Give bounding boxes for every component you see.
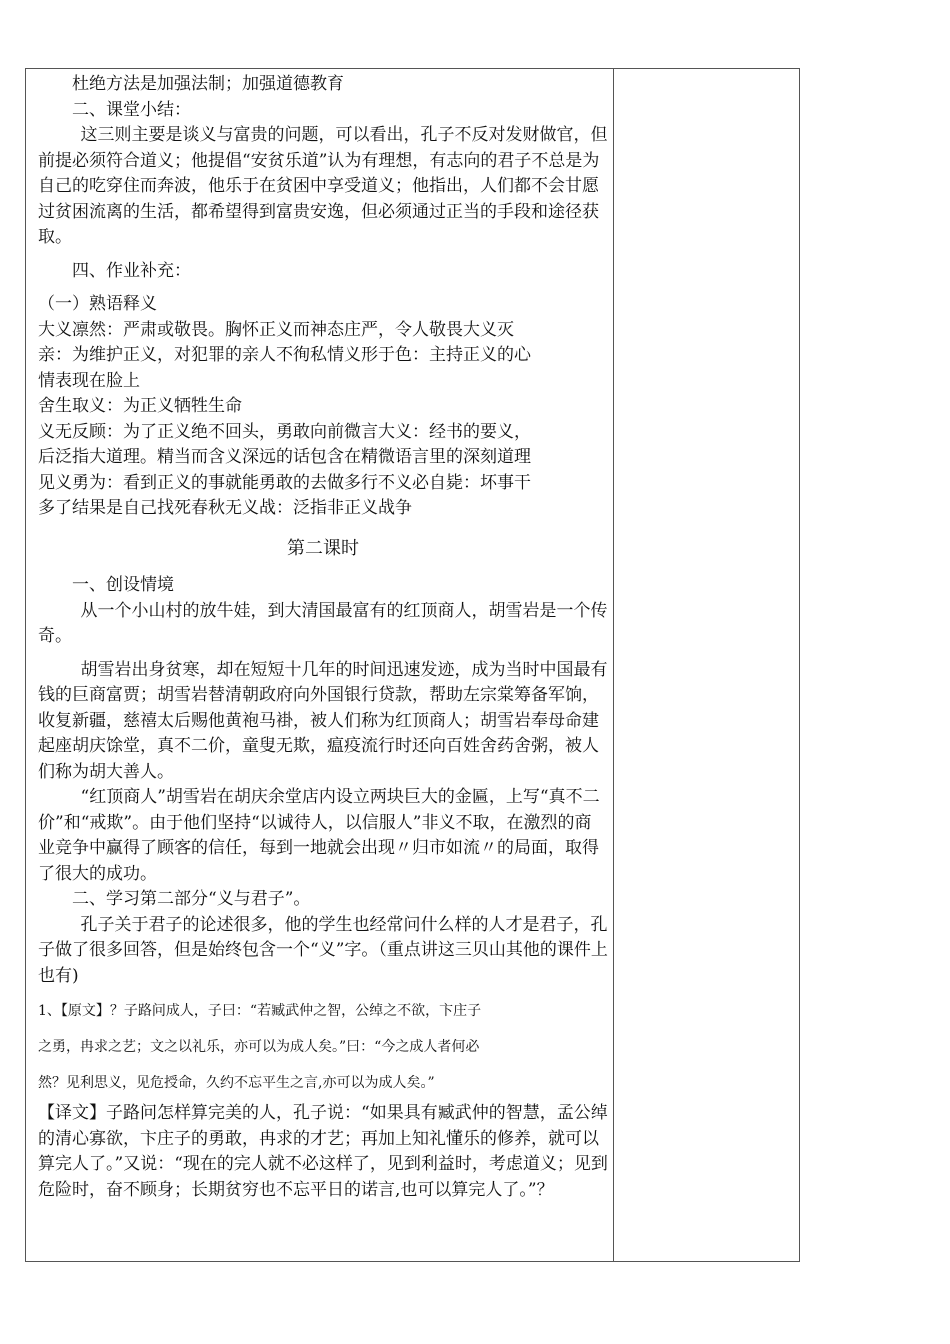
- scene-heading: 一、创设情境: [72, 575, 174, 595]
- idiom-line: 义无反顾：为了正义绝不回头，勇敢向前微言大义：经书的要义，: [38, 421, 531, 442]
- lesson2-title: 第二课时: [287, 537, 359, 559]
- column-divider: [613, 68, 614, 1262]
- summary-heading: 二、课堂小结：: [72, 99, 191, 120]
- scene-paragraph-1: 从一个小山村的放牛娃，到大清国最富有的红顶商人，胡雪岩是一个传奇。: [38, 600, 608, 646]
- original-line: 之勇，冉求之艺；文之以礼乐，亦可以为成人矣。”曰：“今之成人者何必: [38, 1039, 480, 1055]
- idioms-heading: （一）熟语释义: [38, 294, 157, 314]
- original-line: 1、【原文】？子路问成人，子曰：“若臧武仲之智，公绰之不欲，卞庄子: [38, 1003, 482, 1019]
- study-heading: 二、学习第二部分“义与君子”。: [72, 889, 311, 909]
- prevention-method-line: 杜绝方法是加强法制；加强道德教育: [72, 74, 344, 94]
- translation-paragraph: 【译文】子路问怎样算完美的人，孔子说：“如果具有臧武仲的智慧，孟公绰的清心寡欲，卞庄子的勇敢，冉求的才艺；再加上知礼懂乐的修养，就可以算完人了。”又说：“现在的完人就不必这样了，见到利益时，考虑道义；见到危险时，奋不顾身；长期贫穷也不忘平日的诺言,也可以算完人了。”？: [38, 1103, 608, 1200]
- idiom-line: 见义勇为：看到正义的事就能勇敢的去做多行不义必自毙：坏事干: [38, 472, 531, 493]
- main-content: [38, 72, 608, 1203]
- idiom-line: 亲：为维护正义，对犯罪的亲人不徇私情义形于色：主持正义的心: [38, 345, 531, 365]
- idiom-line: 舍生取义：为正义牺牲生命: [38, 396, 242, 416]
- original-line: 然？见利思义，见危授命，久约不忘平生之言,亦可以为成人矣。”: [38, 1075, 435, 1091]
- original-text: [38, 993, 608, 1101]
- idioms-list: [38, 318, 608, 522]
- idiom-line: 后泛指大道理。精当而含义深远的话包含在精微语言里的深刻道理: [38, 447, 531, 467]
- idiom-line: 情表现在脸上: [38, 370, 140, 391]
- idiom-line: 大义凛然：严肃或敬畏。胸怀正义而神态庄严，令人敬畏大义灭: [38, 319, 514, 340]
- study-paragraph: 孔子关于君子的论述很多，他的学生也经常问什么样的人才是君子，孔子做了很多回答，但是始终包含一个“义”字。（重点讲这三贝山其他的课件上也有): [38, 914, 608, 986]
- scene-paragraph-2: 胡雪岩出身贫寒，却在短短十几年的时间迅速发迹，成为当时中国最有钱的巨商富贾；胡雪岩替清朝政府向外国银行贷款，帮助左宗棠筹备军饷，收复新疆，慈禧太后赐他黄袍马褂，被人们称为红顶商人；胡雪岩奉母命建起座胡庆馀堂，真不二价，童叟无欺，瘟疫流行时还向百姓舍药舍粥，被人们称为胡大善人。: [38, 659, 608, 782]
- scene-paragraph-3: “红顶商人”胡雪岩在胡庆余堂店内设立两块巨大的金匾，上写“真不二价”和“戒欺”。由于他们坚持“以诚待人，以信服人”非义不取，在激烈的商业竞争中赢得了顾客的信任，每到一地就会出现〃归市如流〃的局面，取得了很大的成功。: [38, 787, 600, 884]
- idiom-line: 多了结果是自己找死春秋无义战：泛指非正义战争: [38, 498, 412, 518]
- homework-heading: 四、作业补充：: [72, 260, 191, 281]
- summary-paragraph: 这三则主要是谈义与富贵的问题，可以看出，孔子不反对发财做官，但前提必须符合道义；他提倡“安贫乐道”认为有理想，有志向的君子不总是为自己的吃穿住而奔波，他乐于在贫困中享受道义；他指出，人们都不会甘愿过贫困流离的生活，都希望得到富贵安逸，但必须通过正当的手段和途径获取。: [38, 125, 608, 247]
